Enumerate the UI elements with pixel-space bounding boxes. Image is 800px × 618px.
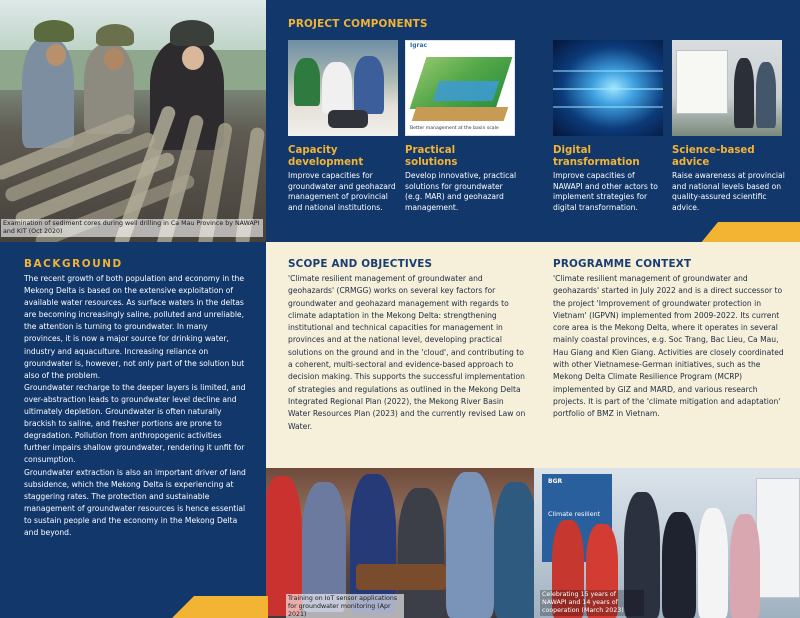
practical-solutions-diagram [405, 40, 515, 136]
hero-caption: Examination of sediment cores during well drilling in Ca Mau Province by NAWAPI and KIT (Oct 2020) [1, 219, 263, 237]
science-advice-text: Raise awareness at provincial and national levels based on quality-assured scientific advice. [672, 171, 785, 212]
celebration-photo [534, 468, 800, 618]
background-paragraph: Groundwater recharge to the deeper layers is limited, and over-abstraction leads to groundwater level decline and ultimately depletion. Groundwater is often naturally brackish to saline, and fresher portions are prone to degradation. Pollution from anthropogenic activities further impairs shallow groundwater, rendering it unfit for consumption. [24, 382, 246, 465]
digital-transformation-image [553, 40, 663, 136]
igrac-logo: Igrac [410, 42, 428, 49]
training-photo [266, 468, 534, 618]
digital-transformation-text: Improve capacities of NAWAPI and other actors to implement strategies for digital transformation. [553, 171, 658, 212]
banner-slogan: Climate resilient [548, 510, 601, 518]
hero-photo-sediment-cores [0, 0, 266, 242]
capacity-development-title: Capacity development [288, 145, 364, 168]
background-heading: BACKGROUND [24, 258, 123, 270]
science-advice-title: Science-based advice [672, 145, 755, 168]
capacity-development-photo [288, 40, 398, 136]
digital-transformation-title: Digital transformation [553, 145, 640, 168]
practical-solutions-title: Practical solutions [405, 145, 458, 168]
capacity-development-text: Improve capacities for groundwater and geohazard management of provincial and national institutions. [288, 171, 396, 212]
scope-text: 'Climate resilient management of groundwater and geohazards' (CRMGG) works on several key factors for groundwater and geohazard management with regards to climate adaptation in the Mekong Delta: strengthening institutional and technical capacities for management in provinces and at the national level, developing practical solutions on the ground and in the 'cloud', and contributing to a coherent, multi-sectoral and evidence-based approach to decision making. This supports the successful implementation of strategies and regulations as outlined in the Mekong Delta Integrated Regional Plan (2022), the Mekong River Basin Water Resources Plan (2023) and the currently revised Law on Water. [288, 274, 526, 431]
project-components-heading: PROJECT COMPONENTS [288, 18, 428, 30]
training-caption: Training on IoT sensor applications for groundwater monitoring (Apr 2021) [286, 594, 404, 618]
programme-text: 'Climate resilient management of groundwater and geohazards' started in July 2022 and is a direct successor to the project 'Improvement of groundwater protection in Vietnam' (IGPVN) implemented from 2009-2022. Its current core area is the Mekong Delta, where it operates in several mainly coastal provinces, e.g. Soc Trang, Bac Lieu, Ca Mau, Hau Giang and Kien Giang. Activities are closely coordinated with other Vietnamese-German initiatives, such as the Mekong Delta Climate Resilience Program (MCRP) implemented by GIZ and MARD, and various research projects. It is part of the 'climate mitigation and adaptation' portfolio of BMZ in Vietnam. [553, 274, 784, 419]
scope-heading: SCOPE AND OBJECTIVES [288, 258, 433, 270]
background-paragraph: Groundwater extraction is also an important driver of land subsidence, which the Mekong Delta is experiencing at staggering rates. The protection and sustainable management of groundwater resources is hence essential to sustain people and the economy in the Mekong Delta and beyond. [24, 467, 246, 537]
practical-solutions-text: Develop innovative, practical solutions for groundwater (e.g. MAR) and geohazard management. [405, 171, 517, 212]
background-text [24, 273, 246, 539]
science-advice-photo [672, 40, 782, 136]
background-paragraph: The recent growth of both population and economy in the Mekong Delta is based on the extensive exploitation of available water resources. As surface waters in the deltas are becoming increasingly saline, polluted and unreliable, the attention is turning to groundwater. In many provinces, it is now a major source for drinking water, industry and aquaculture. Increasing reliance on groundwater is, however, not only part of the solution but also of the problem. [24, 274, 245, 380]
gold-accent-shape [700, 222, 800, 244]
gold-accent-bottom [172, 596, 268, 618]
programme-heading: PROGRAMME CONTEXT [553, 258, 692, 270]
diagram-caption: Better management at the basin scale [410, 126, 499, 131]
banner-bgr-text: BGR [548, 478, 563, 485]
celebration-caption: Celebrating 15 years of NAWAPI and 14 years of cooperation (March 2023) [540, 590, 644, 616]
